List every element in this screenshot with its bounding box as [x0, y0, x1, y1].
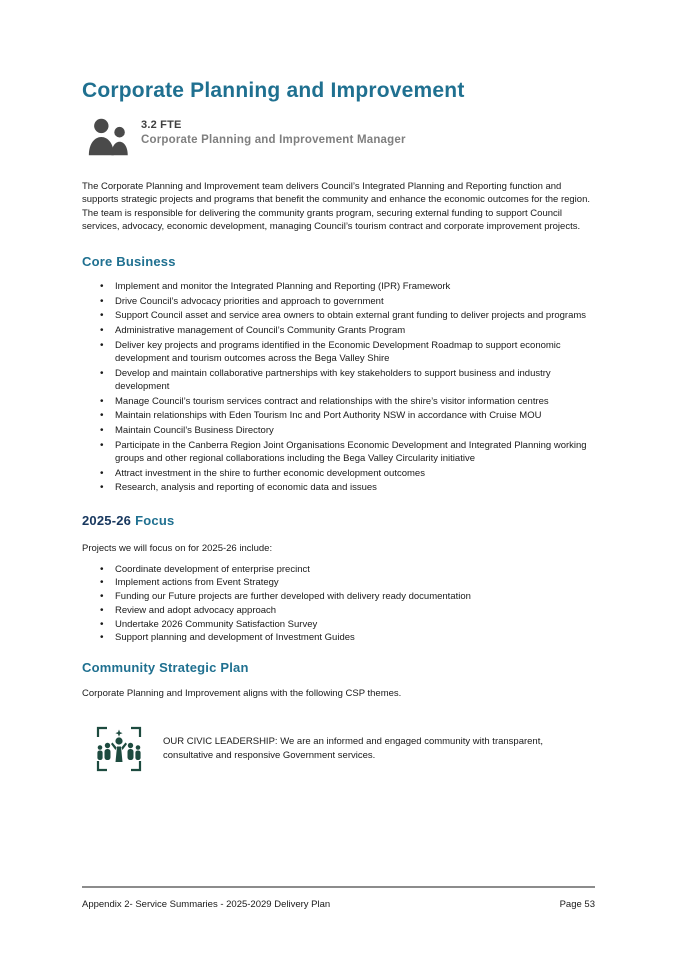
focus-intro: Projects we will focus on for 2025-26 include: [82, 542, 273, 554]
list-item: • Deliver key projects and programs identified in the Economic Development Roadmap to support economic development and tourism outcomes across the Bega Valley Shire [82, 339, 596, 365]
focus-heading-year: 2025-26 [82, 512, 132, 528]
focus-list [82, 563, 596, 645]
focus-heading [82, 513, 594, 528]
list-item: • Review and adopt advocacy approach [82, 604, 596, 617]
list-item: • Support planning and development of Investment Guides [82, 631, 596, 644]
footer-page-number: Page 53 [559, 899, 595, 910]
fte-row [85, 116, 594, 158]
page-title: Corporate Planning and Improvement [82, 79, 465, 102]
list-item: • Manage Council’s tourism services contract and relationships with the shire’s visitor information centres [82, 395, 596, 408]
list-item: • Implement and monitor the Integrated Planning and Reporting (IPR) Framework [82, 280, 596, 293]
list-item: • Drive Council’s advocacy priorities and approach to government [82, 295, 596, 308]
people-icon [85, 116, 133, 158]
list-item: • Maintain relationships with Eden Tourism Inc and Port Authority NSW in accordance with Cruise MOU [82, 409, 596, 422]
manager-title: Corporate Planning and Improvement Manager [141, 134, 406, 147]
core-business-heading: Core Business [82, 253, 176, 269]
page-footer [82, 886, 595, 910]
core-business-list [82, 280, 596, 495]
csp-theme-text: OUR CIVIC LEADERSHIP: We are an informed and engaged community with transparent, consultative and responsive Government services. [163, 736, 543, 761]
list-item: • Participate in the Canberra Region Joint Organisations Economic Development and Integrated Planning working groups and other regional collaborations including the Bega Valley Circularity initiative [82, 439, 596, 465]
list-item: • Attract investment in the shire to further economic development outcomes [82, 467, 596, 480]
list-item: • Undertake 2026 Community Satisfaction Survey [82, 618, 596, 631]
list-item: • Implement actions from Event Strategy [82, 576, 596, 589]
list-item: • Support Council asset and service area owners to obtain external grant funding to deliver projects and programs [82, 309, 596, 322]
list-item: • Administrative management of Council’s Community Grants Program [82, 324, 596, 337]
list-item: • Coordinate development of enterprise precinct [82, 563, 596, 576]
csp-intro: Corporate Planning and Improvement aligns with the following CSP themes. [82, 688, 402, 700]
footer-row [82, 899, 595, 910]
focus-heading-label: Focus [135, 512, 175, 528]
footer-left-text: Appendix 2- Service Summaries - 2025-2029 Delivery Plan [82, 899, 331, 910]
intro-paragraph: The Corporate Planning and Improvement team delivers Council’s Integrated Planning and Reporting function and supports strategic projects and programs that benefit the community and enhance the economic outcomes for the region. The team is responsible for delivering the community grants program, securing external funding to support Council services, advocacy, economic development, managing Council’s tourism contract and corporate improvement projects. [82, 181, 591, 232]
fte-value: 3.2 FTE [141, 119, 182, 132]
footer-divider [82, 886, 595, 888]
civic-leadership-icon [88, 718, 150, 780]
list-item: • Develop and maintain collaborative partnerships with key stakeholders to support business and industry development [82, 367, 596, 393]
list-item: • Funding our Future projects are further developed with delivery ready documentation [82, 590, 596, 603]
fte-text-block [141, 116, 406, 146]
csp-theme-row [88, 718, 594, 780]
list-item: • Maintain Council’s Business Directory [82, 424, 596, 437]
list-item: • Research, analysis and reporting of economic data and issues [82, 481, 596, 494]
csp-heading: Community Strategic Plan [82, 660, 249, 676]
